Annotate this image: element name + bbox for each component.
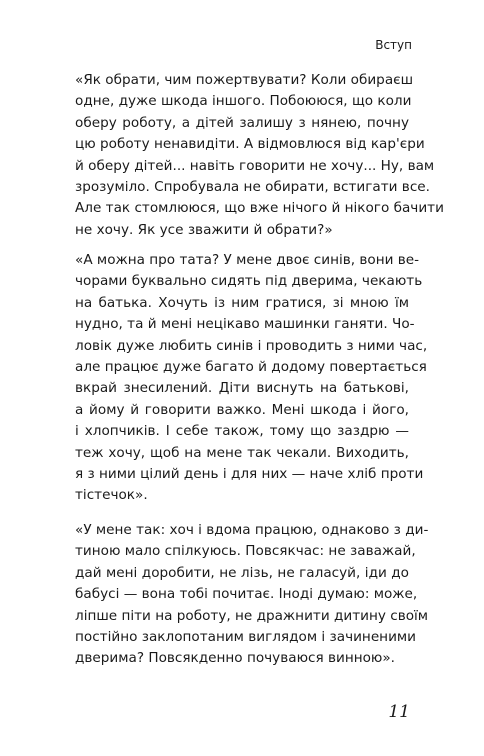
running-head-section-title: Вступ <box>375 38 412 52</box>
text-line: а йому й говорити важко. Мені шкода і його, <box>75 401 409 418</box>
text-line: не хочу. Як усе зважити й обрати?» <box>75 221 333 238</box>
text-line: я з ними цілий день і для них — наче хліб проти <box>75 466 424 483</box>
text-line: на батька. Хочуть із ним гратися, зі мною їм <box>75 294 409 311</box>
page-number: 11 <box>388 702 410 722</box>
text-line: і хлопчиків. І себе також, тому що заздрю — <box>75 423 409 440</box>
text-line: постійно заклопотаним виглядом і зачиненими <box>75 629 416 646</box>
text-line: нудно, та й мені нецікаво машинки ганяти. Чо- <box>75 316 415 333</box>
text-line: тістечок». <box>75 487 148 504</box>
text-line: «Як обрати, чим пожертвувати? Коли обираєш <box>75 72 414 88</box>
text-line: вкрай знесилений. Діти виснуть на батькові, <box>75 380 409 397</box>
text-line: й оберу дітей... навіть говорити не хочу... Ну, вам <box>75 157 435 174</box>
text-line: тиною мало спілкуюсь. Повсякчас: не заважай, <box>75 543 416 560</box>
text-line: «А можна про тата? У мене двоє синів, вони ве- <box>75 252 420 268</box>
quote-paragraph-1 <box>75 70 444 241</box>
text-line: Але так стомлююся, що вже нічого й нікого бачити <box>75 200 444 217</box>
text-line: цю роботу ненавидіти. А відмовлюся від кар'єри <box>75 136 425 153</box>
text-line: але працює дуже багато й додому повертається <box>75 359 427 376</box>
text-line: бабусі — вона тобі почитає. Іноді думаю: може, <box>75 586 418 603</box>
quote-paragraph-3 <box>75 520 429 670</box>
text-line: «У мене так: хоч і вдома працюю, однаково з ди- <box>75 522 429 538</box>
text-line: одне, дуже шкода іншого. Побоююся, що коли <box>75 93 412 110</box>
text-line: теж хочу, щоб на мене так чекали. Виходить, <box>75 444 409 461</box>
text-line: ліпше піти на роботу, не дражнити дитину своїм <box>75 607 429 624</box>
text-line: зрозуміло. Спробувала не обирати, встигати все. <box>75 179 430 196</box>
quote-paragraph-2 <box>75 250 428 507</box>
text-line: чорами буквально сидять під дверима, чекають <box>75 273 423 290</box>
text-line: оберу роботу, а дітей залишу з нянею, почну <box>75 114 409 131</box>
text-line: дай мені доробити, не лізь, не галасуй, іди до <box>75 564 409 581</box>
text-line: ловік дуже любить синів і проводить з ними час, <box>75 337 428 354</box>
text-line: дверима? Повсякденно почуваюся винною». <box>75 650 396 667</box>
